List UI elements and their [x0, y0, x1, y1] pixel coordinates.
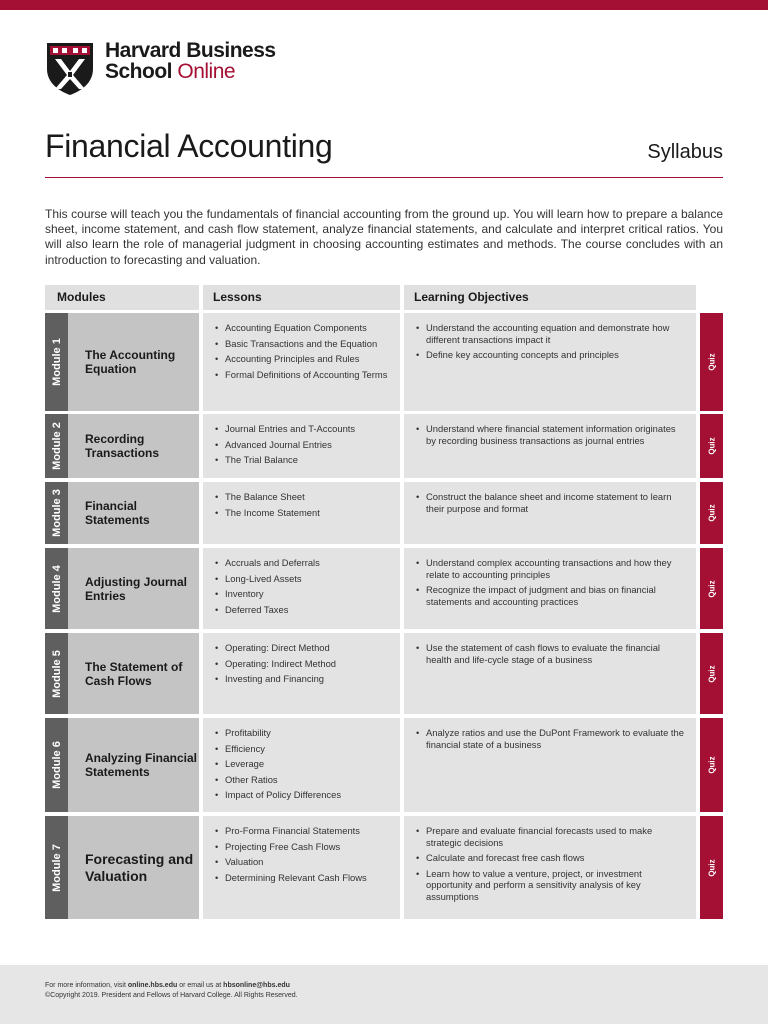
module-name	[68, 718, 199, 812]
quiz-label: Quiz	[707, 664, 716, 683]
lesson-item: • Accounting Equation Components	[213, 322, 390, 334]
module-number: Module 2	[50, 422, 63, 470]
lessons-list	[213, 557, 390, 615]
objective-item: • Recognize the impact of judgment and bias on financial statements and accounting practices	[414, 584, 686, 607]
lesson-item: • Other Ratios	[213, 774, 390, 786]
module-tab	[45, 548, 68, 629]
module-name	[68, 816, 199, 919]
objectives-list	[414, 557, 686, 607]
module-number: Module 7	[50, 843, 63, 892]
module-name	[68, 633, 199, 714]
footer-email-link[interactable]: hbsonline@hbs.edu	[223, 982, 290, 989]
module-number: Module 3	[50, 489, 63, 537]
module-name	[68, 414, 199, 478]
module-tab	[45, 313, 68, 411]
lesson-item: • Inventory	[213, 588, 390, 600]
module-name-text: Financial Statements	[85, 499, 150, 527]
lesson-item: • Operating: Direct Method	[213, 642, 390, 654]
header-modules: Modules	[45, 285, 199, 310]
lesson-item: • Basic Transactions and the Equation	[213, 338, 390, 350]
lessons-cell	[203, 414, 400, 478]
lesson-item: • Determining Relevant Cash Flows	[213, 872, 390, 884]
lessons-list	[213, 491, 390, 518]
lesson-item: • Projecting Free Cash Flows	[213, 841, 390, 853]
logo-line-1: Harvard Business	[105, 39, 276, 62]
objectives-cell	[404, 816, 696, 919]
objectives-list	[414, 642, 686, 665]
footer-contact	[45, 981, 298, 991]
lesson-item: • The Balance Sheet	[213, 491, 390, 503]
lesson-item: • Deferred Taxes	[213, 604, 390, 616]
module-name-text: Adjusting Journal Entries	[85, 574, 187, 603]
lesson-item: • Long-Lived Assets	[213, 573, 390, 585]
quiz-label: Quiz	[707, 437, 716, 455]
module-tab	[45, 414, 68, 478]
module-row	[45, 816, 723, 919]
objectives-cell	[404, 718, 696, 812]
module-tab	[45, 633, 68, 714]
module-tab	[45, 816, 68, 919]
lesson-item: • The Trial Balance	[213, 454, 390, 466]
footer	[0, 965, 768, 1024]
objective-item: • Analyze ratios and use the DuPont Framework to evaluate the financial state of a business	[414, 727, 686, 750]
lesson-item: • Accounting Principles and Rules	[213, 353, 390, 365]
module-number: Module 5	[50, 649, 63, 698]
footer-site-link[interactable]: online.hbs.edu	[127, 982, 178, 989]
objective-item: • Prepare and evaluate financial forecasts used to make strategic decisions	[414, 825, 686, 848]
header-lessons: Lessons	[203, 285, 400, 310]
lesson-item: • Accruals and Deferrals	[213, 557, 390, 569]
objective-item: • Understand where financial statement information originates by recording business transactions as journal entries	[414, 423, 686, 446]
module-row	[45, 313, 723, 411]
quiz-tab[interactable]	[700, 633, 723, 714]
objectives-list	[414, 825, 686, 902]
lessons-cell	[203, 718, 400, 812]
objective-item: • Understand the accounting equation and demonstrate how different transactions impact it	[414, 322, 686, 345]
lesson-item: • Efficiency	[213, 743, 390, 755]
title-divider	[45, 177, 723, 178]
header-objectives: Learning Objectives	[404, 285, 696, 310]
module-row	[45, 718, 723, 812]
objectives-cell	[404, 313, 696, 411]
module-tab	[45, 482, 68, 544]
module-row	[45, 548, 723, 629]
lesson-item: • Valuation	[213, 856, 390, 868]
module-row	[45, 482, 723, 544]
lesson-item: • The Income Statement	[213, 507, 390, 519]
lesson-item: • Leverage	[213, 758, 390, 770]
objectives-cell	[404, 482, 696, 544]
document-type: Syllabus	[647, 141, 723, 163]
footer-text	[45, 981, 298, 1001]
lessons-cell	[203, 816, 400, 919]
module-name-text: The Accounting Equation	[85, 348, 176, 376]
lesson-item: • Journal Entries and T-Accounts	[213, 423, 390, 435]
quiz-label: Quiz	[707, 756, 716, 774]
lessons-list	[213, 825, 390, 883]
lesson-item: • Investing and Financing	[213, 673, 390, 685]
lessons-cell	[203, 548, 400, 629]
lessons-list	[213, 423, 390, 466]
module-row	[45, 633, 723, 714]
quiz-tab[interactable]	[700, 718, 723, 812]
objective-item: • Use the statement of cash flows to evaluate the financial health and life-cycle stage of a business	[414, 642, 686, 665]
logo-school: School	[105, 60, 173, 83]
objectives-list	[414, 727, 686, 750]
lesson-item: • Advanced Journal Entries	[213, 439, 390, 451]
module-number: Module 4	[50, 564, 63, 613]
course-description: This course will teach you the fundamentals of financial accounting from the ground up. You will learn how to prepare a balance sheet, income statement, and cash flow statement, analyze financial statements, and calculate and interpret critical ratios. You will also learn the role of managerial judgment in choosing accounting estimates and methods. The course concludes with an introduction to forecasting and valuation.	[45, 207, 723, 267]
lesson-item: • Impact of Policy Differences	[213, 789, 390, 801]
lessons-list	[213, 322, 390, 380]
lesson-item: • Formal Definitions of Accounting Terms	[213, 369, 390, 381]
objective-item: • Calculate and forecast free cash flows	[414, 852, 686, 864]
module-number: Module 6	[50, 741, 63, 789]
hbs-online-logo[interactable]	[45, 41, 276, 96]
quiz-tab[interactable]	[700, 414, 723, 478]
module-name-text: The Statement of Cash Flows	[85, 659, 183, 688]
objectives-cell	[404, 548, 696, 629]
footer-info-prefix: For more information, visit	[45, 982, 128, 989]
module-tab	[45, 718, 68, 812]
quiz-label: Quiz	[707, 579, 716, 598]
module-name-text: Recording Transactions	[85, 432, 160, 460]
module-name	[68, 548, 199, 629]
objectives-list	[414, 423, 686, 446]
logo-online: Online	[177, 60, 236, 83]
objective-item: • Understand complex accounting transactions and how they relate to accounting principles	[414, 557, 686, 580]
objective-item: • Define key accounting concepts and principles	[414, 349, 686, 361]
objectives-list	[414, 491, 686, 514]
lessons-list	[213, 727, 390, 801]
module-name	[68, 482, 199, 544]
quiz-tab[interactable]	[700, 816, 723, 919]
quiz-tab[interactable]	[700, 548, 723, 629]
lesson-item: • Operating: Indirect Method	[213, 658, 390, 670]
logo-wordmark	[105, 40, 276, 82]
lessons-cell	[203, 482, 400, 544]
module-row	[45, 414, 723, 478]
quiz-tab[interactable]	[700, 313, 723, 411]
logo-line-2	[105, 61, 276, 82]
quiz-label: Quiz	[707, 353, 716, 371]
objectives-list	[414, 322, 686, 361]
objective-item: • Construct the balance sheet and income statement to learn their purpose and format	[414, 491, 686, 514]
objectives-cell	[404, 414, 696, 478]
footer-info-mid: or email us at	[177, 982, 224, 989]
lesson-item: • Profitability	[213, 727, 390, 739]
quiz-tab[interactable]	[700, 482, 723, 544]
footer-copyright: ©Copyright 2019. President and Fellows of Harvard College. All Rights Reserved.	[45, 992, 298, 999]
top-accent-bar	[0, 0, 768, 10]
course-title: Financial Accounting	[45, 128, 333, 164]
lessons-cell	[203, 313, 400, 411]
lessons-list	[213, 642, 390, 685]
quiz-label: Quiz	[707, 858, 716, 877]
module-name	[68, 313, 199, 411]
lesson-item: • Pro-Forma Financial Statements	[213, 825, 390, 837]
module-name-text: Forecasting and Valuation	[85, 850, 194, 884]
objective-item: • Learn how to value a venture, project, or investment opportunity and perform a sensitivity analysis of key assumptions	[414, 868, 686, 903]
hbs-shield-icon	[45, 41, 95, 96]
module-name-text: Analyzing Financial Statements	[85, 751, 198, 779]
objectives-cell	[404, 633, 696, 714]
lessons-cell	[203, 633, 400, 714]
module-number: Module 1	[50, 338, 63, 386]
quiz-label: Quiz	[707, 504, 716, 522]
